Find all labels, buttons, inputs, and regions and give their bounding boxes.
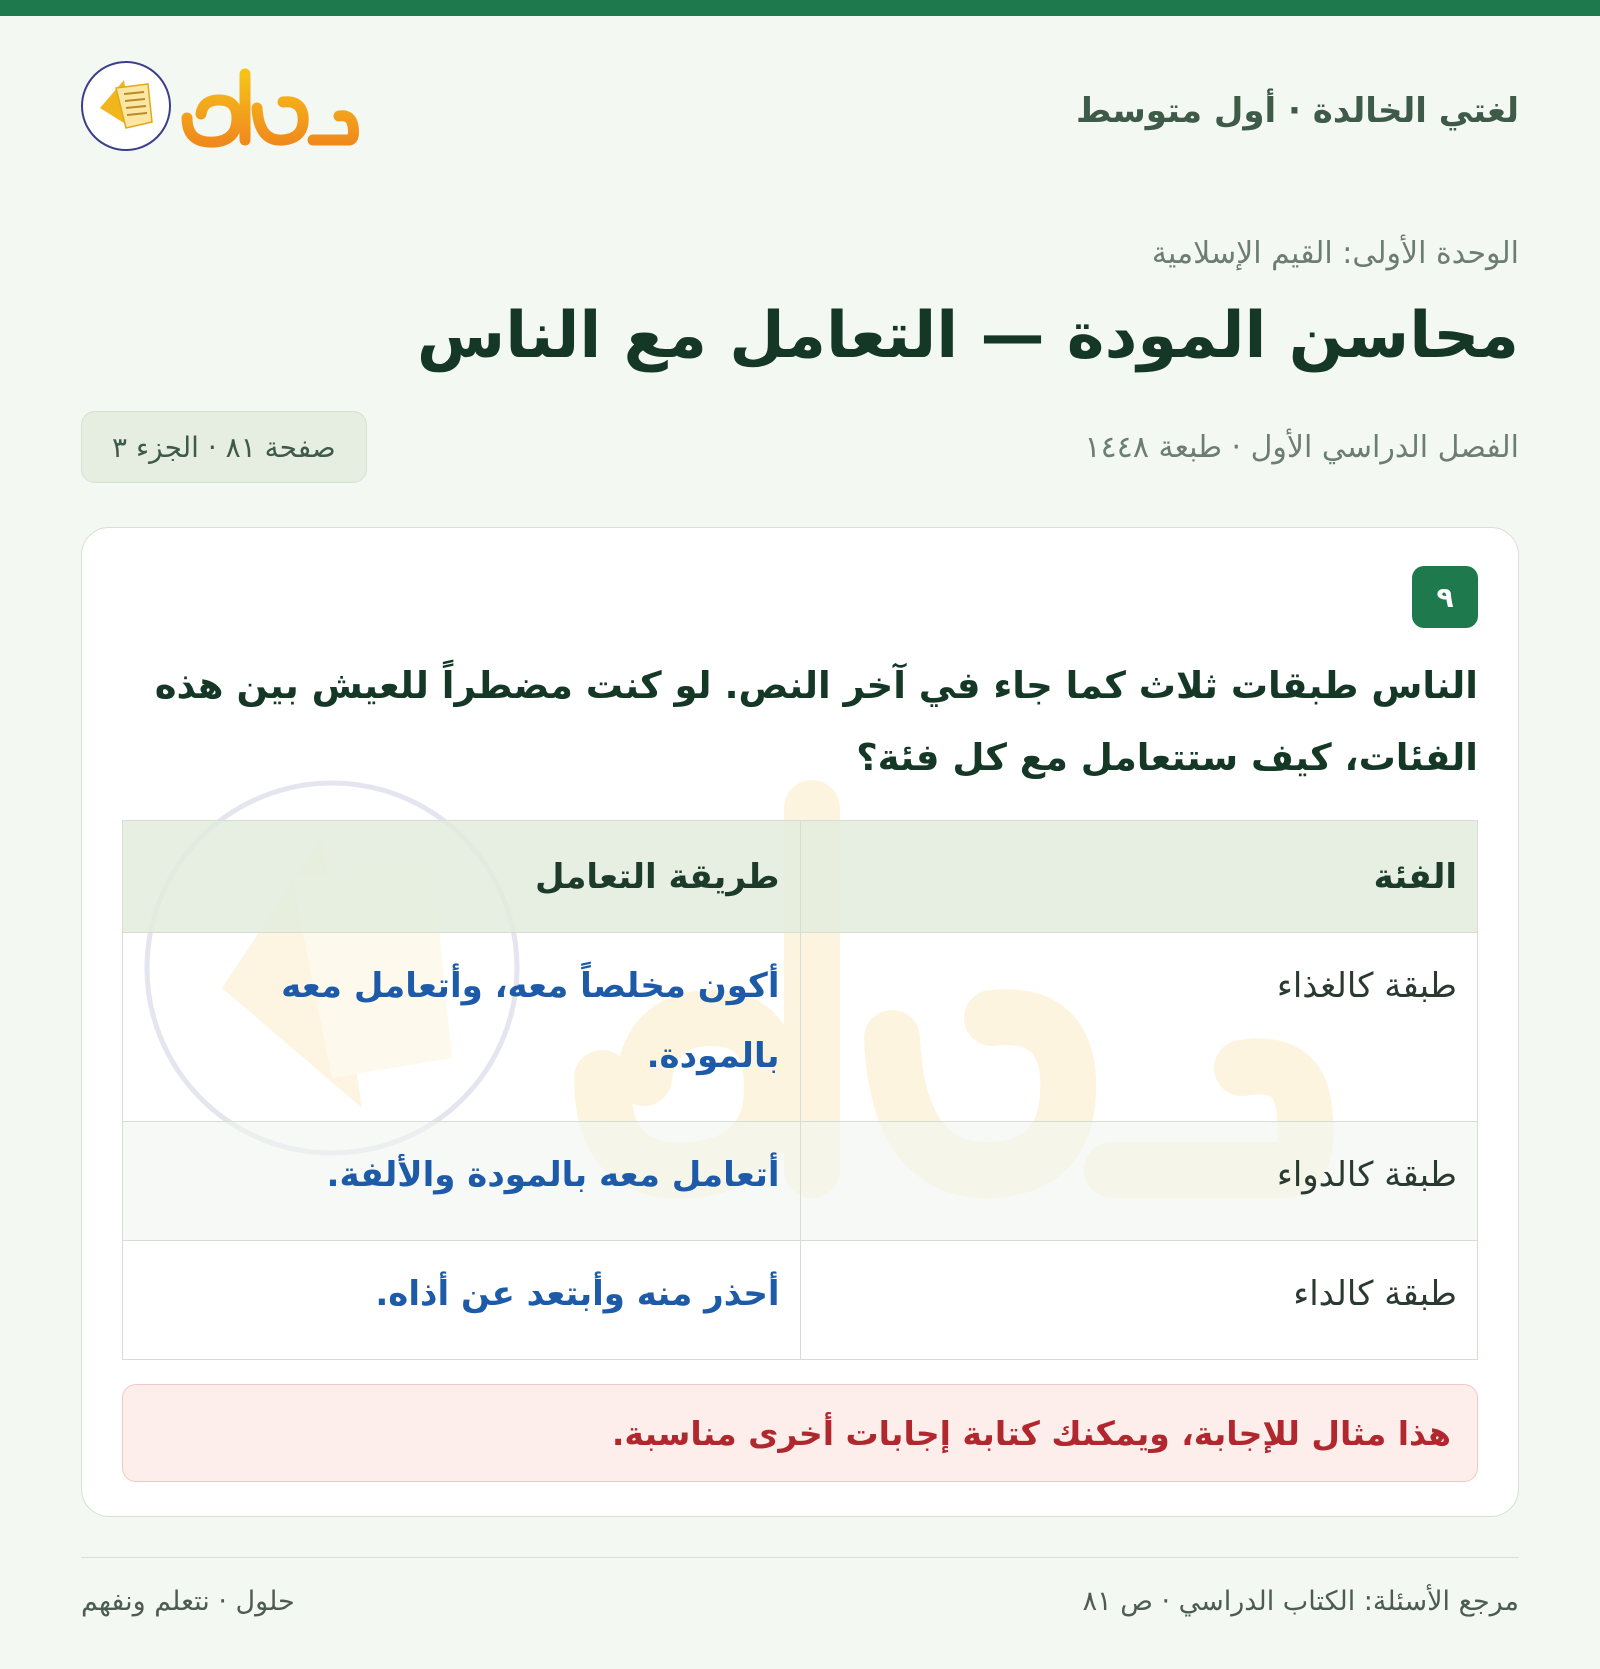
page-header <box>81 16 1519 176</box>
page-reference-chip: صفحة ٨١ · الجزء ٣ <box>81 411 367 483</box>
question-number-badge: ٩ <box>1412 566 1478 628</box>
category-cell: طبقة كالدواء <box>800 1122 1478 1241</box>
term-label: الفصل الدراسي الأول · طبعة ١٤٤٨ <box>1084 429 1519 465</box>
table-row <box>123 933 1478 1122</box>
category-cell: طبقة كالداء <box>800 1241 1478 1360</box>
table-header-row <box>123 821 1478 933</box>
top-accent-bar <box>0 0 1600 16</box>
answer-cell: أكون مخلصاً معه، وأتعامل معه بالمودة. <box>123 933 801 1122</box>
example-note: هذا مثال للإجابة، ويمكنك كتابة إجابات أخرى مناسبة. <box>122 1384 1478 1482</box>
page-footer <box>81 1586 1519 1617</box>
table-row <box>123 1122 1478 1241</box>
footer-divider <box>81 1557 1519 1558</box>
question-card <box>81 527 1519 1517</box>
column-header-method: طريقة التعامل <box>123 821 801 933</box>
site-logo[interactable] <box>81 56 359 156</box>
footer-reference: مرجع الأسئلة: الكتاب الدراسي · ص ٨١ <box>1082 1586 1519 1617</box>
answer-cell: أحذر منه وأبتعد عن أذاه. <box>123 1241 801 1360</box>
page-title: محاسن المودة — التعامل مع الناس <box>416 299 1519 373</box>
course-title: لغتي الخالدة · أول متوسط <box>1075 91 1519 131</box>
book-icon <box>81 61 171 151</box>
answer-table <box>122 820 1478 1360</box>
unit-label: الوحدة الأولى: القيم الإسلامية <box>1151 236 1519 271</box>
meta-row <box>81 411 1519 483</box>
column-header-category: الفئة <box>800 821 1478 933</box>
question-text: الناس طبقات ثلاث كما جاء في آخر النص. لو كنت مضطراً للعيش بين هذه الفئات، كيف ستتعامل مع كل فئة؟ <box>154 664 1478 779</box>
logo-wordmark <box>179 56 359 156</box>
category-cell: طبقة كالغذاء <box>800 933 1478 1122</box>
footer-tagline: حلول · نتعلم ونفهم <box>81 1586 295 1617</box>
table-row <box>123 1241 1478 1360</box>
page <box>81 16 1519 1617</box>
answer-cell: أتعامل معه بالمودة والألفة. <box>123 1122 801 1241</box>
